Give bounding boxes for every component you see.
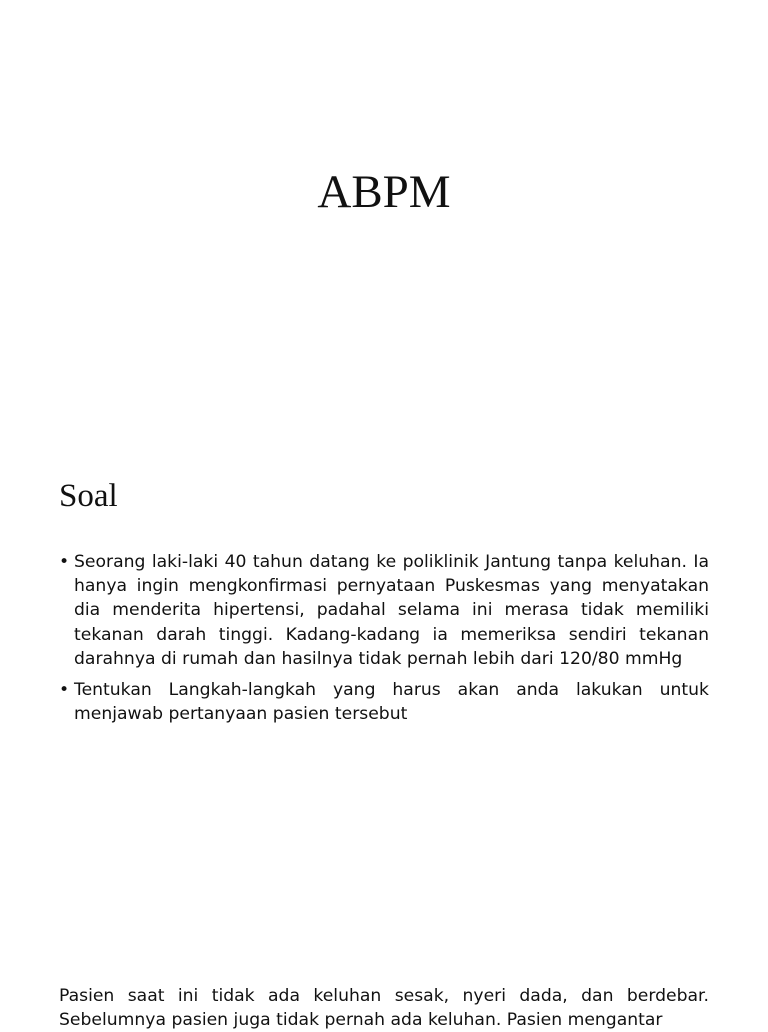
- patient-history-text: Pasien saat ini tidak ada keluhan sesak, nyeri dada, dan berdebar. Sebelumnya pasien juga tidak pernah ada keluhan. Pasien mengantar: [59, 986, 709, 1030]
- list-item: [59, 550, 709, 671]
- section-heading: Soal: [59, 478, 118, 514]
- page-title: ABPM: [317, 166, 451, 218]
- bullet-text: Tentukan Langkah-langkah yang harus akan anda lakukan untuk menjawab pertanyaan pasien tersebut: [74, 680, 709, 725]
- bullet-icon: •: [59, 680, 70, 701]
- list-item: [59, 678, 709, 726]
- bullet-icon: •: [59, 552, 70, 572]
- bullet-list: [59, 550, 709, 733]
- bullet-text: Seorang laki-laki 40 tahun datang ke poliklinik Jantung tanpa keluhan. Ia hanya ingin mengkonfirmasi pernyataan Puskesmas yang menyatakan dia menderita hipertensi, padahal selama ini merasa tidak memiliki tekanan darah tinggi. Kadang-kadang ia memeriksa sendiri tekanan darahnya di rumah dan hasilnya tidak pernah lebih dari 120/80 mmHg: [74, 552, 709, 669]
